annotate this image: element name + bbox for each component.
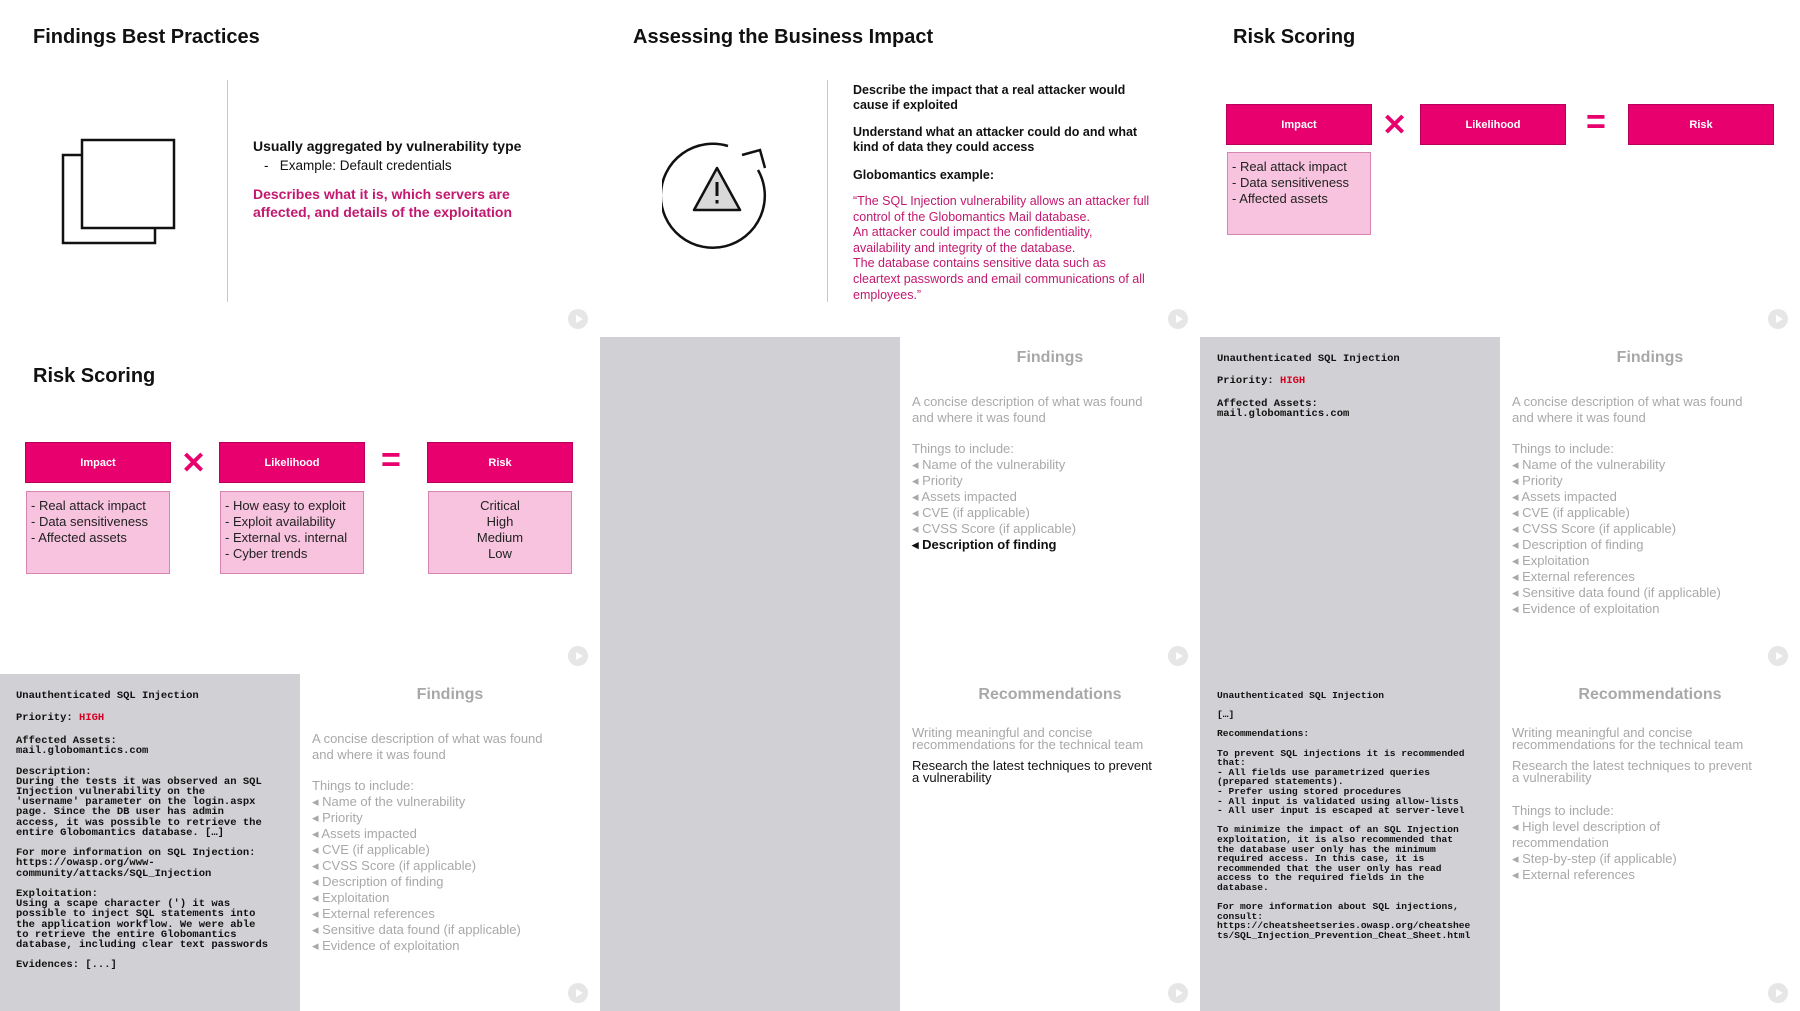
desc-line: recommendations for the technical team: [1512, 737, 1744, 752]
desc-line: A concise description of what was found: [912, 394, 1143, 409]
equals-icon: =: [381, 441, 401, 479]
example-quote: [853, 194, 1149, 303]
finding-title: Unauthenticated SQL Injection: [1217, 353, 1400, 365]
quote-line: employees.”: [853, 287, 922, 302]
understand-line-1: Understand what an attacker could do and what: [853, 125, 1138, 139]
play-icon[interactable]: [568, 309, 588, 329]
priority-value: HIGH: [79, 712, 105, 724]
multiply-icon: ✕: [181, 447, 207, 480]
list-item: ◂ External references: [312, 906, 435, 921]
desc-line: and where it was found: [1512, 410, 1646, 425]
desc-line: recommendations for the technical team: [912, 737, 1144, 752]
impact-line-1: Describe the impact that a real attacker would: [853, 83, 1126, 97]
impact-item: - Real attack impact: [31, 498, 146, 513]
list-item: ◂ Name of the vulnerability: [312, 794, 466, 809]
equals-icon: =: [1586, 103, 1606, 141]
likelihood-item: - Exploit availability: [225, 514, 336, 529]
things-list: [1512, 803, 1677, 883]
list-item: ◂ Description of finding: [1512, 537, 1644, 552]
impact-item: - Real attack impact: [1232, 159, 1347, 174]
list-item: ◂ Sensitive data found (if applicable): [312, 922, 521, 937]
warning-refresh-icon: [662, 140, 782, 250]
slide-title: Assessing the Business Impact: [633, 26, 934, 48]
likelihood-item: - External vs. internal: [225, 530, 348, 545]
list-item: ◂ Name of the vulnerability: [1512, 457, 1666, 472]
findings-heading: Findings: [416, 686, 484, 703]
gray-panel: [1200, 337, 1500, 674]
list-item: ◂ High level description of: [1512, 819, 1661, 834]
assets-value: mail.globomantics.com: [1217, 408, 1350, 420]
likelihood-box: Likelihood: [1421, 105, 1565, 144]
quote-line: “The SQL Injection vulnerability allows an attacker full: [853, 194, 1150, 208]
impact-box: Impact: [26, 443, 170, 482]
research-text: [1512, 760, 1752, 784]
things-label: Things to include:: [912, 441, 1014, 456]
desc-line: Writing meaningful and concise: [912, 725, 1093, 740]
findings-description: [312, 731, 543, 763]
things-list: [1512, 441, 1721, 617]
play-icon[interactable]: [1168, 646, 1188, 666]
highlight-line-2: affected, and details of the exploitation: [253, 204, 513, 220]
list-item: ◂ Priority: [1512, 473, 1563, 488]
understand-line-2: kind of data they could access: [853, 140, 1035, 154]
list-item: ◂ Priority: [312, 810, 363, 825]
assets-label: Affected Assets:: [1217, 398, 1318, 410]
list-item: ◂ External references: [1512, 867, 1635, 882]
list-item-active: ◂ Description of finding: [912, 537, 1057, 552]
multiply-icon: ✕: [1382, 109, 1408, 142]
slide-findings-1[interactable]: [600, 337, 1200, 674]
things-list: [312, 778, 521, 954]
divider: [827, 80, 828, 302]
things-list: [912, 441, 1076, 553]
understand-text: [853, 125, 1137, 155]
list-item: ◂ External references: [1512, 569, 1635, 584]
impact-details: [26, 491, 170, 574]
impact-box: Impact: [1227, 105, 1371, 144]
desc-line: Writing meaningful and concise: [1512, 725, 1693, 740]
finding-title: Unauthenticated SQL Injection: [16, 690, 199, 702]
impact-item: - Affected assets: [1232, 191, 1328, 206]
stacked-squares-icon: [60, 137, 178, 247]
list-item: ◂ CVE (if applicable): [312, 842, 430, 857]
slide-title: Findings Best Practices: [33, 26, 260, 48]
quote-line: An attacker could impact the confidentiality,: [853, 225, 1093, 240]
list-item: ◂ CVSS Score (if applicable): [312, 858, 477, 873]
priority-line: [16, 713, 104, 723]
slide-title: Risk Scoring: [33, 365, 156, 387]
list-item: ◂ CVSS Score (if applicable): [1512, 521, 1677, 536]
slide-findings-3[interactable]: [0, 674, 600, 1011]
slide-recommendations-1[interactable]: [600, 674, 1200, 1011]
aggregation-text: Usually aggregated by vulnerability type: [253, 138, 522, 154]
desc-line: and where it was found: [312, 747, 446, 762]
risk-level: Low: [488, 546, 512, 561]
priority-label: Priority:: [1217, 375, 1281, 387]
slide-findings-best-practices[interactable]: [0, 0, 600, 337]
recommendation-body: Unauthenticated SQL Injection […] Recommendations: To prevent SQL injections it is recommended that: - All fields use parametrized queries (prepared statements). - Prefer using stored procedures - All input is validated using allow-lists - All user input is escaped at server-level To minimize the impact of an SQL Injection exploitation, it is also recommended that the database user only has the minimum required access. In this case, it is recommended that the user only has read access to the required fields in the database. For more information about SQL injections, consult: https://cheatsheetseries.owasp.org/cheatshee ts/SQL_Injection_Prevention_Cheat_Sheet.html: [1217, 690, 1471, 941]
desc-line: A concise description of what was found: [1512, 394, 1743, 409]
slide-title: Risk Scoring: [1233, 26, 1356, 48]
findings-heading: Findings: [1616, 349, 1684, 366]
example-text: - Example: Default credentials: [264, 158, 452, 173]
impact-line-2: cause if exploited: [853, 98, 958, 112]
risk-level: Medium: [476, 530, 524, 545]
priority-label: Priority:: [16, 712, 80, 724]
recommendations-description: [1512, 727, 1743, 751]
recommendations-heading: Recommendations: [978, 686, 1122, 703]
recommendations-description: [912, 727, 1143, 751]
impact-item: - Data sensitiveness: [1232, 175, 1350, 190]
risk-box: Risk: [428, 443, 572, 482]
priority-line: [1217, 376, 1305, 386]
gray-panel: [600, 337, 900, 674]
risk-levels: [428, 491, 572, 574]
list-item: ◂ Assets impacted: [312, 826, 417, 841]
list-item: ◂ Description of finding: [312, 874, 444, 889]
slide-findings-2[interactable]: [1200, 337, 1800, 674]
things-label: Things to include:: [312, 778, 414, 793]
list-item: recommendation: [1512, 835, 1609, 850]
play-icon[interactable]: [1768, 309, 1788, 329]
gray-panel: [600, 674, 900, 1011]
active-line: Research the latest techniques to prevent: [912, 758, 1152, 773]
play-icon[interactable]: [568, 983, 588, 1003]
list-item: ◂ CVE (if applicable): [912, 505, 1030, 520]
desc-line: A concise description of what was found: [312, 731, 543, 746]
list-item: ◂ Evidence of exploitation: [312, 938, 460, 953]
things-label: Things to include:: [1512, 803, 1614, 818]
desc-line: a vulnerability: [1512, 770, 1592, 785]
things-label: Things to include:: [1512, 441, 1614, 456]
likelihood-item: - How easy to exploit: [225, 498, 346, 513]
list-item: ◂ Sensitive data found (if applicable): [1512, 585, 1721, 600]
slide-risk-scoring-1[interactable]: [1200, 0, 1800, 337]
active-line: a vulnerability: [912, 770, 992, 785]
play-icon[interactable]: [1168, 309, 1188, 329]
list-item: ◂ Step-by-step (if applicable): [1512, 851, 1677, 866]
likelihood-item: - Cyber trends: [225, 546, 308, 561]
slide-business-impact[interactable]: [600, 0, 1200, 337]
list-item: ◂ Exploitation: [1512, 553, 1590, 568]
desc-line: Research the latest techniques to prevent: [1512, 758, 1752, 773]
play-icon[interactable]: [1768, 983, 1788, 1003]
quote-line: control of the Globomantics Mail database.: [853, 209, 1090, 224]
finding-body: Affected Assets: mail.globomantics.com Description: During the tests it was observed an SQL Injection vulnerability on the 'username' parameter on the login.aspx page. Since the DB user has admin access, it was possible to retrieve the entire Globomantics database. […] For more information on SQL Injection: https://owasp.org/www- community/attacks/SQL_Injection Exploitation: Using a scape character (') it was possible to inject SQL statements into the application workflow. We were able to retrieve the entire Globomantics database, including clear text passwords Evidences: [...]: [16, 735, 269, 972]
likelihood-box: Likelihood: [220, 443, 364, 482]
risk-level: Critical: [480, 498, 520, 513]
list-item: ◂ CVSS Score (if applicable): [912, 521, 1077, 536]
play-icon[interactable]: [1168, 983, 1188, 1003]
play-icon[interactable]: [1768, 646, 1788, 666]
list-item: ◂ Exploitation: [312, 890, 390, 905]
quote-line: The database contains sensitive data such as: [853, 256, 1106, 271]
impact-item: - Data sensitiveness: [31, 514, 149, 529]
list-item: ◂ Assets impacted: [912, 489, 1017, 504]
risk-level: High: [486, 514, 514, 529]
highlight-line-1: Describes what it is, which servers are: [253, 186, 510, 202]
divider: [227, 80, 228, 302]
findings-description: [1512, 394, 1743, 426]
likelihood-details: [220, 491, 364, 574]
list-item: ◂ Name of the vulnerability: [912, 457, 1066, 472]
research-text: [912, 760, 1152, 784]
example-label: Globomantics example:: [853, 168, 995, 182]
impact-text: [853, 83, 1125, 113]
risk-box: Risk: [1629, 105, 1773, 144]
list-item: ◂ CVE (if applicable): [1512, 505, 1630, 520]
list-item: ◂ Assets impacted: [1512, 489, 1617, 504]
impact-item: - Affected assets: [31, 530, 127, 545]
list-item: ◂ Priority: [912, 473, 963, 488]
list-item: ◂ Evidence of exploitation: [1512, 601, 1660, 616]
quote-line: cleartext passwords and email communications of all: [853, 271, 1145, 286]
recommendations-heading: Recommendations: [1578, 686, 1722, 703]
desc-line: and where it was found: [912, 410, 1046, 425]
priority-value: HIGH: [1280, 375, 1306, 387]
slide-recommendations-2[interactable]: [1200, 674, 1800, 1011]
slide-risk-scoring-2[interactable]: [0, 337, 600, 674]
play-icon[interactable]: [568, 646, 588, 666]
findings-description: [912, 394, 1143, 426]
findings-heading: Findings: [1016, 349, 1084, 366]
impact-details: [1227, 152, 1371, 235]
quote-line: availability and integrity of the database.: [853, 240, 1076, 255]
